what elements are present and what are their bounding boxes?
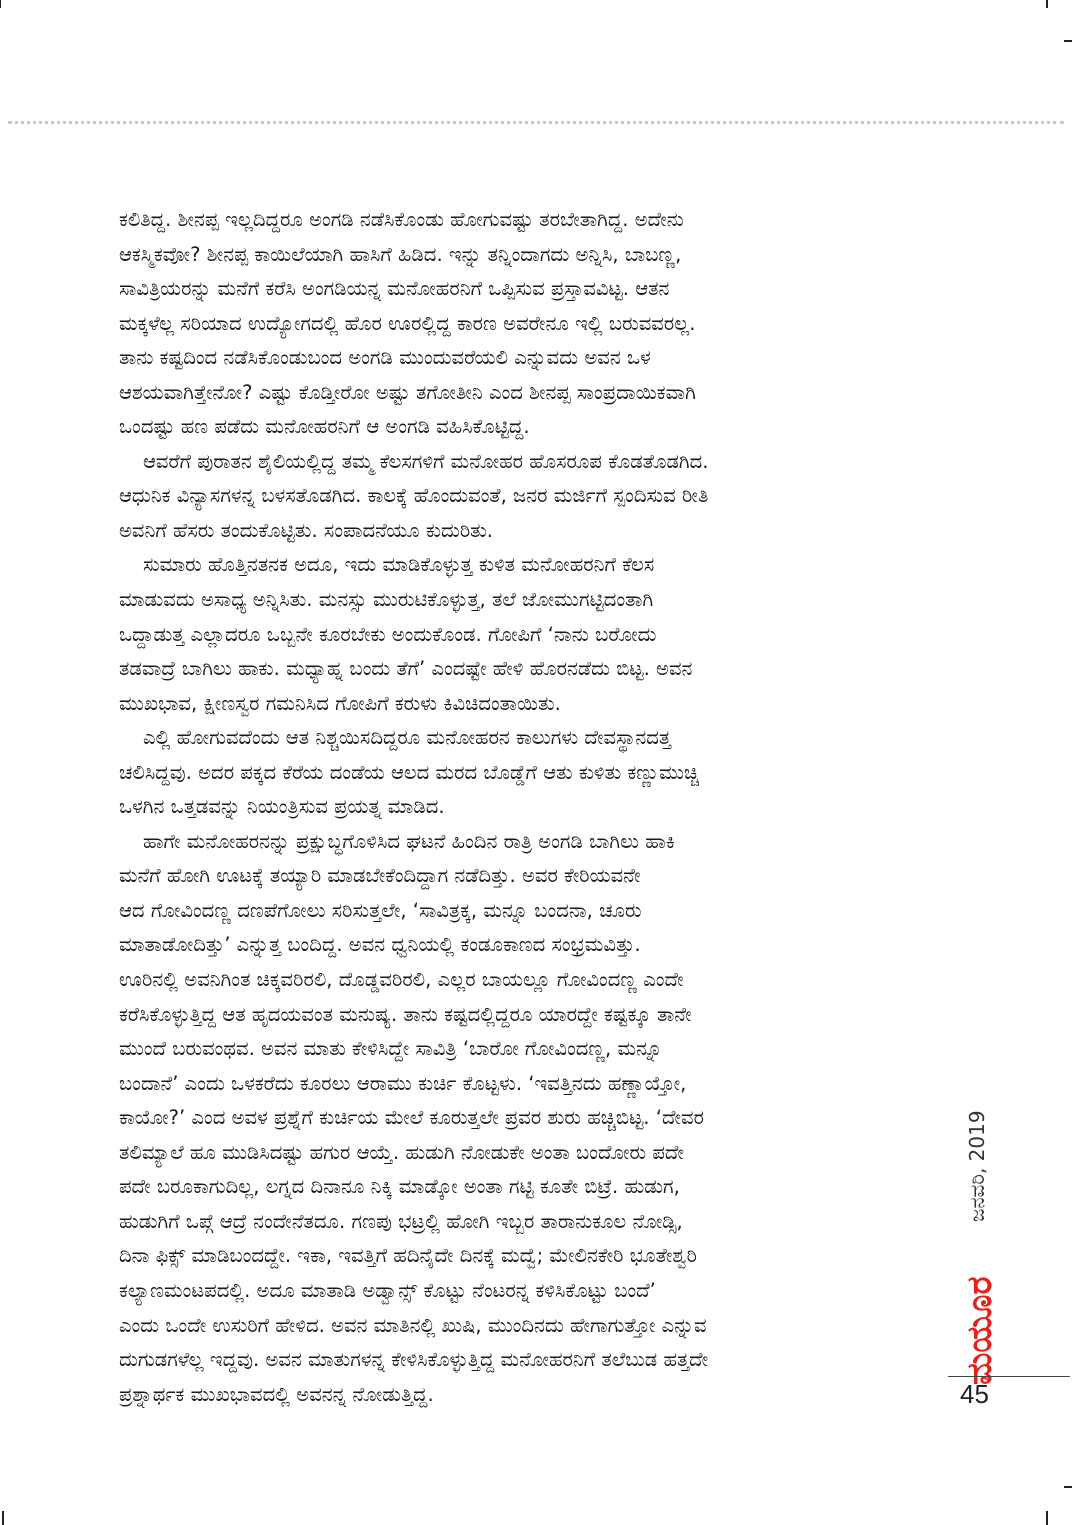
text-line: ದುಗುಡಗಳೆಲ್ಲ ಇದ್ದವು. ಅವನ ಮಾತುಗಳನ್ನ ಕೇಳಿಸಿಕೊಳ್ಳುತ್ತಿದ್ದ ಮನೋಹರನಿಗೆ ತಲೆಬುಡ ಹತ್ತದೇ [119, 1348, 709, 1372]
text-line: ಮಕ್ಕಳೆಲ್ಲ ಸರಿಯಾದ ಉದ್ಯೋಗದಲ್ಲಿ ಹೊರ ಊರಲ್ಲಿದ್ದ ಕಾರಣ ಅವರೇನೂ ಇಲ್ಲಿ ಬರುವವರಲ್ಲ. [119, 311, 696, 335]
magazine-logo: ಮಯೂರ [960, 1276, 1000, 1385]
text-line: ಸಾವಿತ್ರಿಯರನ್ನು ಮನೆಗೆ ಕರೆಸಿ ಅಂಗಡಿಯನ್ನ ಮನೋಹರನಿಗೆ ಒಪ್ಪಿಸುವ ಪ್ರಸ್ತಾವವಿಟ್ಟ. ಆತನ [119, 277, 670, 301]
issue-date: ಜನವರಿ, 2019 [965, 1110, 989, 1222]
page-number: 45 [960, 1379, 989, 1409]
text-line: ಹಾಗೇ ಮನೋಹರನನ್ನು ಪ್ರಕ್ಷುಬ್ಧಗೊಳಿಸಿದ ಘಟನೆ ಹಿಂದಿನ ರಾತ್ರಿ ಅಂಗಡಿ ಬಾಗಿಲು ಹಾಕಿ [143, 829, 675, 853]
text-line: ಊರಿನಲ್ಲಿ ಅವನಿಗಿಂತ ಚಿಕ್ಕವರಿರಲಿ, ದೊಡ್ಡವರಿರಲಿ, ಎಲ್ಲರ ಬಾಯಲ್ಲೂ ಗೋವಿಂದಣ್ಣ ಎಂದೇ [119, 968, 684, 992]
crop-mark-right-bottom [1064, 1486, 1072, 1488]
text-line: ಕಲ್ಯಾಣಮಂಟಪದಲ್ಲಿ. ಅದೂ ಮಾತಾಡಿ ಅಡ್ವಾನ್ಸ್ ಕೊಟ್ಟು ನೆಂಟರನ್ನ ಕಳಿಸಿಕೊಟ್ಟು ಬಂದೆ’ [119, 1278, 656, 1302]
text-line: ಒದ್ದಾಡುತ್ತ ಎಲ್ಲಾದರೂ ಒಬ್ಬನೇ ಕೂರಬೇಕು ಅಂದುಕೊಂಡ. ಗೋಪಿಗೆ ‘ನಾನು ಬರೋದು [119, 622, 657, 646]
text-line: ಅವನಿಗೆ ಹೆಸರು ತಂದುಕೊಟ್ಟಿತು. ಸಂಪಾದನೆಯೂ ಕುದುರಿತು. [119, 518, 494, 542]
text-line: ತಾನು ಕಷ್ಟದಿಂದ ನಡೆಸಿಕೊಂಡುಬಂದ ಅಂಗಡಿ ಮುಂದುವರೆಯಲಿ ಎನ್ನುವದು ಅವನ ಒಳ [119, 346, 651, 370]
crop-mark-top-left [0, 0, 1, 8]
text-line: ಮುಂದೆ ಬರುವಂಥವ. ಅವನ ಮಾತು ಕೇಳಿಸಿದ್ದೇ ಸಾವಿತ್ರಿ ‘ಬಾರೋ ಗೋವಿಂದಣ್ಣ, ಮನ್ನೂ [119, 1037, 663, 1061]
dotted-separator [8, 121, 1064, 124]
text-line: ಕಲಿತಿದ್ದ. ಶೀನಪ್ಪ ಇಲ್ಲದಿದ್ದರೂ ಅಂಗಡಿ ನಡೆಸಿಕೊಂಡು ಹೋಗುವಷ್ಟು ತರಬೇತಾಗಿದ್ದ. ಅದೇನು [119, 208, 684, 231]
text-line: ಮಾಡುವದು ಅಸಾಧ್ಯ ಅನ್ನಿಸಿತು. ಮನಸ್ಸು ಮುರುಟಿಕೊಳ್ಳುತ್ತ, ತಲೆ ಜೋಮುಗಟ್ಟಿದಂತಾಗಿ [119, 588, 654, 612]
text-line: ಒಂದಷ್ಟು ಹಣ ಪಡೆದು ಮನೋಹರನಿಗೆ ಆ ಅಂಗಡಿ ವಹಿಸಿಕೊಟ್ಟಿದ್ದ. [119, 415, 530, 439]
crop-mark-right-top [1064, 40, 1072, 42]
text-line: ಹುಡುಗಿಗೆ ಒಪ್ಗೆ ಆದ್ರೆ ನಂದೇನೆತದೂ. ಗಣಪು ಭಟ್ರಲ್ಲಿ ಹೋಗಿ ಇಬ್ಬರ ತಾರಾನುಕೂಲ ನೋಡ್ಸಿ, [119, 1209, 683, 1233]
text-line: ಸುಮಾರು ಹೊತ್ತಿನತನಕ ಅದೂ, ಇದು ಮಾಡಿಕೊಳ್ಳುತ್ತ ಕುಳಿತ ಮನೋಹರನಿಗೆ ಕೆಲಸ [143, 553, 655, 577]
text-line: ಮನೆಗೆ ಹೋಗಿ ಊಟಕ್ಕೆ ತಯ್ಯಾರಿ ಮಾಡಬೇಕೆಂದಿದ್ದಾಗ ನಡೆದಿತ್ತು. ಅವರ ಕೇರಿಯವನೇ [119, 864, 641, 888]
crop-mark-bottom-left [2, 1511, 4, 1525]
text-line: ಮುಖಭಾವ, ಕ್ಷೀಣಸ್ವರ ಗಮನಿಸಿದ ಗೋಪಿಗೆ ಕರುಳು ಕಿವಿಚಿದಂತಾಯಿತು. [119, 691, 561, 715]
text-line: ಆವರೆಗೆ ಪುರಾತನ ಶೈಲಿಯಲ್ಲಿದ್ದ ತಮ್ಮ ಕೆಲಸಗಳಿಗೆ ಮನೋಹರ ಹೊಸರೂಪ ಕೊಡತೊಡಗಿದ. [143, 449, 709, 473]
text-line: ಆದ ಗೋವಿಂದಣ್ಣ ದಣಪೆಗೋಲು ಸರಿಸುತ್ತಲೇ, ‘ಸಾವಿತ್ರಕ್ಕ, ಮನ್ನೂ ಬಂದನಾ, ಚೂರು [119, 898, 642, 922]
text-line: ದಿನಾ ಫಿಕ್ಸ್ ಮಾಡಿಬಂದದ್ದೇ. ಇಕಾ, ಇವತ್ತಿಗೆ ಹದಿನೈದೇ ದಿನಕ್ಕೆ ಮದ್ವೆ; ಮೇಲಿನಕೇರಿ ಭೂತೇಶ್ವರಿ [119, 1244, 697, 1268]
page-number-rule [948, 1376, 1070, 1377]
text-line: ಮಾತಾಡೋದಿತ್ತು’ ಎನ್ನುತ್ತ ಬಂದಿದ್ದ. ಅವನ ಧ್ವನಿಯಲ್ಲಿ ಕಂಡೂಕಾಣದ ಸಂಭ್ರಮವಿತ್ತು. [119, 933, 641, 957]
text-line: ಎಲ್ಲಿ ಹೋಗುವದೆಂದು ಆತ ನಿಶ್ಚಯಿಸದಿದ್ದರೂ ಮನೋಹರನ ಕಾಲುಗಳು ದೇವಸ್ಥಾನದತ್ತ [143, 726, 671, 750]
text-line: ಆಕಸ್ಮಿಕವೋ? ಶೀನಪ್ಪ ಕಾಯಿಲೆಯಾಗಿ ಹಾಸಿಗೆ ಹಿಡಿದ. ಇನ್ನು ತನ್ನಿಂದಾಗದು ಅನ್ನಿಸಿ, ಬಾಬಣ್ಣ, [119, 242, 682, 266]
article-body [119, 203, 939, 1406]
crop-mark-top-right [1046, 0, 1048, 8]
text-line: ಎಂದು ಒಂದೇ ಉಸುರಿಗೆ ಹೇಳಿದ. ಅವನ ಮಾತಿನಲ್ಲಿ ಖುಷಿ, ಮುಂದಿನದು ಹೇಗಾಗುತ್ತೋ ಎನ್ನುವ [119, 1313, 707, 1337]
text-line: ತಡವಾದ್ರೆ ಬಾಗಿಲು ಹಾಕು. ಮಧ್ಯಾಹ್ನ ಬಂದು ತೆಗೆ’ ಎಂದಷ್ಟೇ ಹೇಳಿ ಹೊರನಡೆದು ಬಿಟ್ಟ. ಅವನ [119, 657, 693, 681]
text-line: ಆಶಯವಾಗಿತ್ತೇನೋ? ಎಷ್ಟು ಕೊಡ್ತೀರೋ ಅಷ್ಟು ತಗೋತೀನಿ ಎಂದ ಶೀನಪ್ಪ ಸಾಂಪ್ರದಾಯಿಕವಾಗಿ [119, 380, 696, 404]
text-line: ಬಂದಾನೆ’ ಎಂದು ಒಳಕರೆದು ಕೂರಲು ಆರಾಮು ಕುರ್ಚಿ ಕೊಟ್ಟಳು. ‘ಇವತ್ತಿನದು ಹಣ್ಣಾಯ್ತೋ, [119, 1071, 687, 1095]
text-line: ಪ್ರಶ್ನಾರ್ಥಕ ಮುಖಭಾವದಲ್ಲಿ ಅವನನ್ನ ನೋಡುತ್ತಿದ್ದ. [119, 1382, 434, 1406]
text-line: ಪದೇ ಬರೂಕಾಗುದಿಲ್ಲ, ಲಗ್ನದ ದಿನಾನೂ ನಿಕ್ಕಿ ಮಾಡ್ಕೋ ಅಂತಾ ಗಟ್ಟಿ ಕೂತೇ ಬಿಟ್ರೆ. ಹುಡುಗ, [119, 1175, 680, 1199]
text-line: ತಲಿಮ್ಯಾಲೆ ಹೂ ಮುಡಿಸಿದಷ್ಟು ಹಗುರ ಆಯ್ತೆ. ಹುಡುಗಿ ನೋಡುಕೇ ಅಂತಾ ಬಂದೋರು ಪದೇ [119, 1140, 685, 1164]
text-line: ಚಲಿಸಿದ್ದವು. ಅದರ ಪಕ್ಕದ ಕೆರೆಯ ದಂಡೆಯ ಆಲದ ಮರದ ಬೊಡ್ಡೆಗೆ ಆತು ಕುಳಿತು ಕಣ್ಣುಮುಚ್ಚಿ [119, 760, 700, 784]
text-line: ಆಧುನಿಕ ವಿನ್ಯಾಸಗಳನ್ನ ಬಳಸತೊಡಗಿದ. ಕಾಲಕ್ಕೆ ಹೊಂದುವಂತೆ, ಜನರ ಮರ್ಜಿಗೆ ಸ್ಪಂದಿಸುವ ರೀತಿ [119, 484, 709, 508]
crop-mark-bottom-right [1046, 1511, 1048, 1525]
text-line: ಕರೆಸಿಕೊಳ್ಳುತ್ತಿದ್ದ ಆತ ಹೃದಯವಂತ ಮನುಷ್ಯ. ತಾನು ಕಷ್ಟದಲ್ಲಿದ್ದರೂ ಯಾರದ್ದೇ ಕಷ್ಟಕ್ಕೂ ತಾನೇ [119, 1002, 692, 1026]
text-line: ಕಾಯೋ?’ ಎಂದ ಅವಳ ಪ್ರಶ್ನೆಗೆ ಕುರ್ಚಿಯ ಮೇಲೆ ಕೂರುತ್ತಲೇ ಪ್ರವರ ಶುರು ಹಚ್ಚಿಬಿಟ್ಟ. ‘ದೇವರ [119, 1106, 704, 1130]
text-line: ಒಳಗಿನ ಒತ್ತಡವನ್ನು ನಿಯಂತ್ರಿಸುವ ಪ್ರಯತ್ನ ಮಾಡಿದ. [119, 795, 445, 819]
